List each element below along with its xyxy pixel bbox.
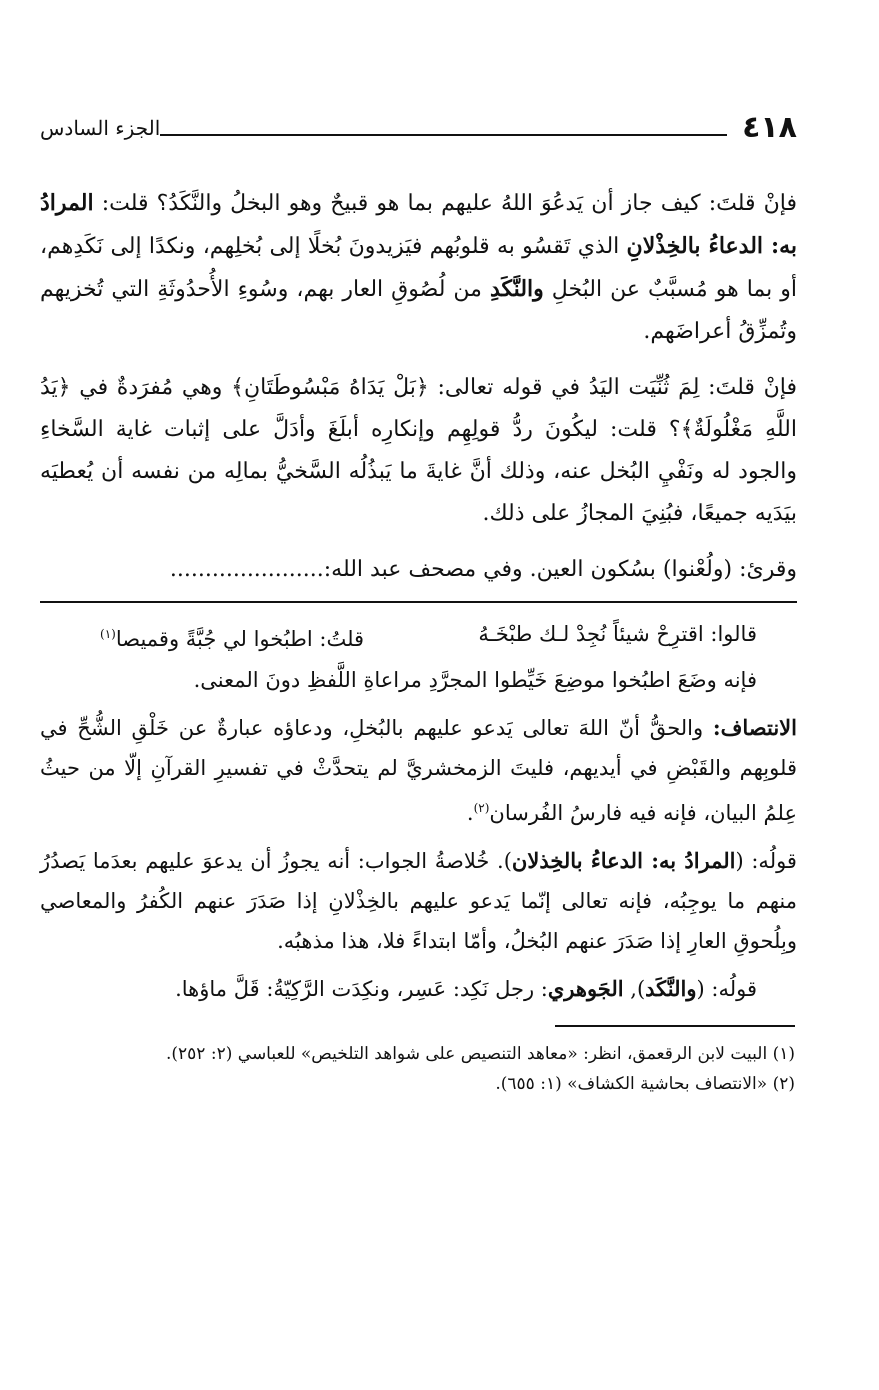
q2-open: قولُه: ( [696,977,757,1001]
p1-part-c: الذي تَقسُو به قلوبُهم فيَزيدونَ بُخلًا إلى بُخلِهم، ونكدًا إلى نَكَدِهم، أو بما هو مُسبَّبٌ عن البُخلِ [40,234,797,302]
running-title: الجزء السادس [40,116,161,140]
q2-bold-jawhari: الجَوهري [547,976,624,1001]
footnote-1: (١) البيت لابن الرقعمق، انظر: «معاهد التنصيص على شواهد التلخيص» للعباسي (٢: ٢٥٢). [166,1044,795,1064]
q2-close: ), [623,977,646,1001]
footnote-2: (٢) «الانتصاف بحاشية الكشاف» (١: ٦٥٥). [495,1074,795,1094]
qawluhu-paragraph-1 [40,841,797,961]
header-rule [160,134,727,136]
book-page [40,110,797,1099]
poem-explanation: فإنه وضَعَ اطبُخوا موضِعَ خَيِّطوا المجرَّدِ مراعاةِ اللَّفظِ دونَ المعنى. [193,668,757,692]
footnote-ref-1: (١) [100,627,116,641]
poem-verse [40,613,797,660]
poem-left-text: قلتُ: اطبُخوا لي جُبَّةً وقميصا [115,627,365,651]
paragraph-2: فإنْ قلتَ: لِمَ ثُنِّيَت اليَدُ في قوله تعالى: ﴿بَلْ يَدَاهُ مَبْسُوطَتَانِ﴾ وهي مُفرَدةٌ في ﴿يَدُ اللَّهِ مَغْلُولَةٌ﴾؟ قلت: ليكُونَ ردُّ قولِهِم وإنكارِه أبلَغَ وأدَلَّ على إثبات غاية السَّخاءِ والجود له ونَفْيِ البُخل عنه، وذلك أنَّ غايةَ ما يَبذُلُه السَّخيُّ بمالِه من نفسه أن يُعطيَه بيَدَيه جميعًا، فبُنِيَ المجازُ على ذلك. [40,375,798,526]
intisaf-text: والحقُّ أنّ اللهَ تعالى يَدعو عليهم بالبُخلِ، ودعاؤه عبارةٌ عن خَلْقِ الشُّحِّ في قلوبِهم والقَبْضِ في أيديهم، فليتَ الزمخشريَّ لم يتحدَّثْ في تفسيرِ القرآنِ إلّا من حيثُ عِلمُ البيان، فإنه فيه فارسُ الفُرسان [40,716,797,825]
q1-bold: المرادُ به: الدعاءُ بالخِذلان [511,848,736,873]
p1-part-e: من لُصُوقِ العار بهم، وسُوءِ الأُحدُوثَةِ التي تُخزيهم وتُمزِّقُ أعراضَهم. [40,277,797,344]
paragraph-1 [40,182,797,353]
main-text [40,182,797,591]
footnotes [40,1039,797,1099]
footnote-ref-2: (٢) [473,801,490,815]
commentary-separator [40,601,797,603]
poem-hemistich-right: قالوا: اقترِحْ شيئاً نُجِدْ لـك طبْخَـهُ [478,622,757,646]
q2-rest: : رجل نَكِد: عَسِر، ونكِدَت الرَّكِيّةُ: قَلَّ ماؤها. [175,977,548,1001]
footnote-rule-wrap [40,1025,797,1027]
q1-rest: ). خُلاصةُ الجواب: أنه يجوزُ أن يدعوَ عليهم بعدَما يَصدُرُ منهم ما يوجِبُه، فإنه تعالى إنّما يَدعو عليهم بالخِذْلانِ إذا صَدَرَ عنهم الكُفرُ والمعاصي وبِلُحوقِ العارِ إذا صَدَرَ عنهم البُخلُ، وأمّا ابتداءً فلا، هذا مذهبُه. [40,849,797,953]
p1-part-a: فإنْ قلتَ: كيف جاز أن يَدعُوَ اللهُ عليهم بما هو قبيحٌ وهو البخلُ والنَّكَدُ؟ قلت: [93,191,797,216]
qawluhu-paragraph-2 [40,969,797,1009]
q2-bold-nakad: والنَّكَد [645,976,697,1001]
poem-hemistich-left [100,613,364,660]
page-header [40,110,797,150]
page-number: ٤١٨ [742,110,797,145]
intisaf-end: . [466,801,474,825]
p1-bold-nakad: والنَّكَدِ [489,276,544,302]
q1-open: قولُه: ( [735,849,797,873]
paragraph-3: وقرئ: (ولُعْنوا) بسُكون العين. وفي مصحف عبد الله:...................... [169,557,797,582]
commentary-block [40,613,797,1009]
p1-bold-term: المرادُ به: الدعاءُ بالخِذْلانِ [40,190,797,259]
intisaf-paragraph [40,708,797,833]
intisaf-label: الانتصاف: [712,715,797,740]
footnote-rule [555,1025,795,1027]
